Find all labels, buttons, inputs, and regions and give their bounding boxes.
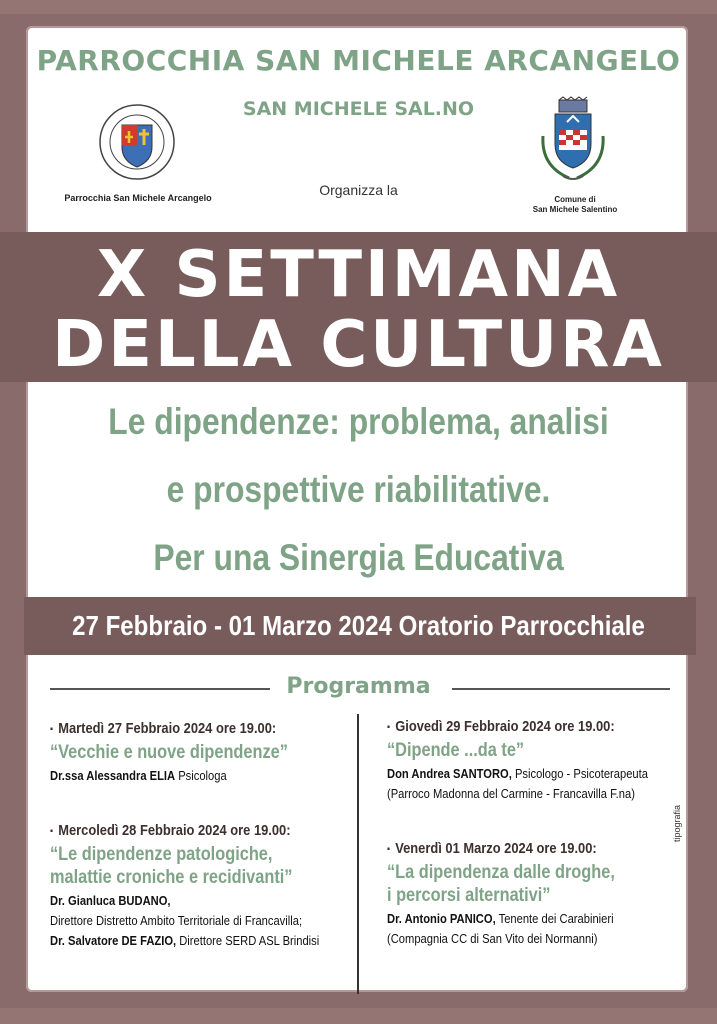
speaker-name: Dr.ssa Alessandra ELIA bbox=[50, 768, 176, 783]
theme-line1: Le dipendenze: problema, analisi bbox=[108, 401, 609, 442]
event-title-line2: DELLA CULTURA bbox=[52, 308, 665, 382]
speaker-name: Dr. Salvatore DE FAZIO, bbox=[50, 933, 177, 948]
event-speaker bbox=[387, 764, 648, 804]
speaker-name: Don Andrea SANTORO, bbox=[387, 766, 512, 781]
parish-seal-caption: Parrocchia San Michele Arcangelo bbox=[64, 193, 212, 203]
date-place: 27 Febbraio - 01 Marzo 2024 Oratorio Parrocchiale bbox=[72, 610, 645, 641]
speaker-name: Dr. Antonio PANICO, bbox=[387, 911, 496, 926]
theme-line3: Per una Sinergia Educativa bbox=[153, 537, 564, 578]
parish-title: PARROCCHIA SAN MICHELE ARCANGELO bbox=[36, 44, 681, 77]
event-title bbox=[50, 843, 319, 889]
printer-mark: tipografia bbox=[672, 804, 682, 842]
town-title: SAN MICHELE SAL.NO bbox=[242, 98, 475, 120]
event-title-line: “Le dipendenze patologiche, bbox=[50, 844, 273, 865]
municipal-caption-line1: Comune di bbox=[554, 195, 596, 204]
event-title: “Vecchie e nuove dipendenze” bbox=[50, 742, 288, 763]
event-title bbox=[387, 861, 615, 907]
frame-bottom bbox=[0, 1008, 717, 1024]
municipal-caption-line2: San Michele Salentino bbox=[532, 205, 618, 214]
event-date: ▪ Martedì 27 Febbraio 2024 ore 19.00: bbox=[50, 720, 288, 737]
speaker-role: Direttore Distretto Ambito Territoriale di Francavilla; bbox=[50, 913, 303, 928]
speaker-name: Dr. Gianluca BUDANO, bbox=[50, 893, 171, 908]
frame-top bbox=[0, 0, 717, 14]
event-date: ▪ Giovedì 29 Febbraio 2024 ore 19.00: bbox=[387, 718, 648, 735]
municipal-crest-icon bbox=[535, 96, 611, 190]
event-item bbox=[387, 718, 690, 804]
municipal-crest-caption bbox=[520, 195, 630, 215]
speaker-role: Psicologa bbox=[175, 768, 227, 783]
speaker-note: (Compagnia CC di San Vito dei Normanni) bbox=[387, 931, 598, 946]
event-date: ▪ Mercoledì 28 Febbraio 2024 ore 19.00: bbox=[50, 822, 319, 839]
speaker-role: Direttore SERD ASL Brindisi bbox=[176, 933, 320, 948]
organizza-label: Organizza la bbox=[319, 182, 398, 198]
event-date: ▪ Venerdì 01 Marzo 2024 ore 19.00: bbox=[387, 840, 615, 857]
event-item bbox=[50, 822, 363, 951]
event-speaker bbox=[50, 891, 319, 951]
event-title-line: malattie croniche e recidivanti” bbox=[50, 867, 293, 888]
event-title-line1: X SETTIMANA bbox=[96, 238, 621, 312]
event-item bbox=[387, 840, 652, 949]
speaker-note: (Parroco Madonna del Carmine - Francavilla F.na) bbox=[387, 786, 635, 801]
event-item bbox=[50, 720, 327, 786]
speaker-role: Tenente dei Carabinieri bbox=[495, 911, 614, 926]
event-speaker bbox=[387, 909, 615, 949]
parish-seal-icon bbox=[98, 103, 176, 181]
event-title: “Dipende ...da te” bbox=[387, 740, 525, 761]
event-speaker bbox=[50, 766, 288, 786]
event-title-line: “La dipendenza dalle droghe, bbox=[387, 862, 615, 883]
programma-heading: Programma bbox=[286, 674, 431, 699]
speaker-role: Psicologo - Psicoterapeuta bbox=[511, 766, 648, 781]
event-title-line: i percorsi alternativi” bbox=[387, 885, 551, 906]
theme-line2: e prospettive riabilitative. bbox=[166, 469, 551, 510]
